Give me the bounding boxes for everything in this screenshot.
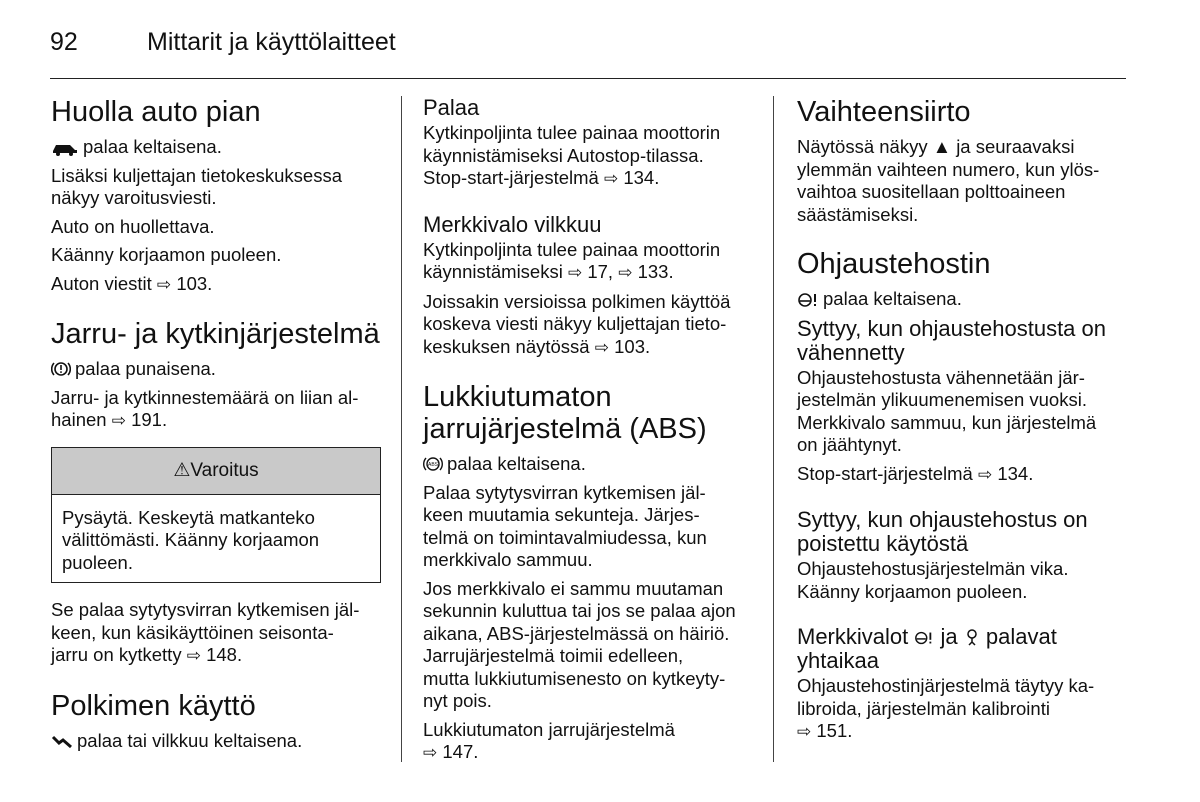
page-title: Mittarit ja käyttölaitteet [147, 28, 396, 56]
section-title-abs: Lukkiutumaton jarrujärjestelmä (ABS) [423, 381, 707, 445]
page-reference-arrow-icon: ⇨ [618, 263, 633, 282]
power-steering-icon [914, 630, 934, 646]
page-reference-arrow-icon: ⇨ [423, 743, 438, 762]
page-reference-arrow-icon: ⇨ [977, 464, 993, 484]
paragraph: Ohjaustehostinjärjestelmä täytyy ka- libroida, järjestelmän kalibrointi ⇨ 151. [797, 675, 1095, 741]
paragraph: Ohjaustehostusjärjestelmän vika. Käänny korjaamon puoleen. [797, 558, 1069, 602]
paragraph: Kytkinpoljinta tulee painaa moottorin käynnistämiseksi ⇨ 17, ⇨ 133. [423, 238, 721, 282]
section-title-brake: Jarru- ja kytkinjärjestelmä [51, 318, 380, 350]
column-3 [797, 96, 1132, 750]
subheading: Syttyy, kun ohjaustehostusta on vähennetty [797, 315, 1106, 365]
page-reference-arrow-icon: ⇨ [567, 263, 583, 282]
section-title-gear-shift: Vaihteensiirto [797, 96, 971, 128]
paragraph: Lukkiutumaton jarrujärjestelmä ⇨ 147. [423, 718, 675, 762]
up-arrow-icon: ▲ [932, 136, 952, 157]
page-reference-arrow-icon: ⇨ [797, 722, 812, 741]
paragraph: Joissakin versioissa polkimen käyttöä koskeva viesti näkyy kuljettajan tieto- keskuksen näytössä ⇨ 103. [423, 290, 731, 357]
paragraph: ABS palaa keltaisena. [423, 453, 758, 476]
paragraph: Auton viestit ⇨ 103. [51, 272, 213, 294]
warning-box [51, 447, 381, 584]
paragraph: Jarru- ja kytkinnestemäärä on liian al- hainen ⇨ 191. [51, 386, 359, 430]
page-reference-arrow-icon: ⇨ [156, 274, 172, 294]
column-divider [401, 96, 402, 762]
brake-warning-icon [51, 360, 71, 378]
subheading: Palaa [423, 95, 480, 120]
column-2 [423, 96, 758, 771]
paragraph: Kytkinpoljinta tulee painaa moottorin käynnistämiseksi Autostop-tilassa. Stop-start-järjestelmä ⇨ 134. [423, 122, 721, 188]
subheading: Merkkivalo vilkkuu [423, 211, 602, 237]
paragraph: Ohjaustehostusta vähennetään jär- jestelmän ylikuumenemisen vuoksi. Merkkivalo sammuu, kun järjestelmä on jäähtynyt. [797, 366, 1097, 455]
paragraph: Palaa sytytysvirran kytkemisen jäl- keen muutamia sekunteja. Järjes- telmä on toimintavalmiudessa, kun merkkivalo sammuu. [423, 481, 707, 570]
pedal-icon [51, 734, 73, 750]
power-steering-icon [797, 292, 819, 308]
paragraph: Auto on huollettava. [51, 215, 215, 237]
page-reference-arrow-icon: ⇨ [186, 646, 201, 665]
paragraph: palaa tai vilkkuu keltaisena. [51, 730, 381, 753]
page-header [50, 24, 1126, 79]
paragraph: Stop-start-järjestelmä ⇨ 134. [797, 462, 1034, 484]
warning-body: Pysäytä. Keskeytä matkanteko välittömästi. Käänny korjaamon puoleen. [62, 506, 320, 573]
svg-text:ABS: ABS [427, 462, 439, 468]
page-reference-arrow-icon: ⇨ [594, 337, 609, 357]
paragraph: Näytössä näkyy ▲ ja seuraavaksi ylemmän vaihteen numero, kun ylös- vaihtoa suositellaan polttoaineen säästämiseksi. [797, 136, 1100, 225]
subheading: Syttyy, kun ohjaustehostus on poistettu käytöstä [797, 507, 1088, 556]
warning-header: ⚠Varoitus [52, 448, 380, 495]
car-wrench-icon [51, 140, 79, 156]
paragraph: Käänny korjaamon puoleen. [51, 244, 282, 265]
column-1 [51, 96, 381, 758]
steering-column-icon [964, 629, 980, 647]
section-title-service: Huolla auto pian [51, 96, 261, 128]
paragraph: Jos merkkivalo ei sammu muutaman sekunnin kuluttua tai jos se palaa ajon aikana, ABS-järjestelmässä on häiriö. Jarrujärjestelmä toimii edelleen, mutta lukkiutumisenesto on kytkeyty- nyt pois. [423, 577, 736, 711]
subheading: Merkkivalot ja palavat yhtaikaa [797, 624, 1057, 673]
page-reference-arrow-icon: ⇨ [111, 411, 126, 430]
paragraph: palaa keltaisena. [51, 136, 381, 159]
paragraph: palaa punaisena. [51, 358, 381, 381]
paragraph: Lisäksi kuljettajan tietokeskuksessa näkyy varoitusviesti. [51, 164, 343, 208]
column-divider [773, 96, 774, 762]
warning-triangle-icon: ⚠ [173, 459, 191, 481]
section-title-pedal: Polkimen käyttö [51, 689, 256, 722]
abs-icon [423, 455, 443, 473]
paragraph: Se palaa sytytysvirran kytkemisen jäl- keen, kun käsikäyttöinen seisonta- jarru on kytketty ⇨ 148. [51, 599, 360, 665]
page-number: 92 [50, 28, 78, 56]
page-reference-arrow-icon: ⇨ [603, 169, 619, 188]
section-title-power-steering: Ohjaustehostin [797, 248, 991, 280]
paragraph: palaa keltaisena. [797, 288, 1132, 311]
